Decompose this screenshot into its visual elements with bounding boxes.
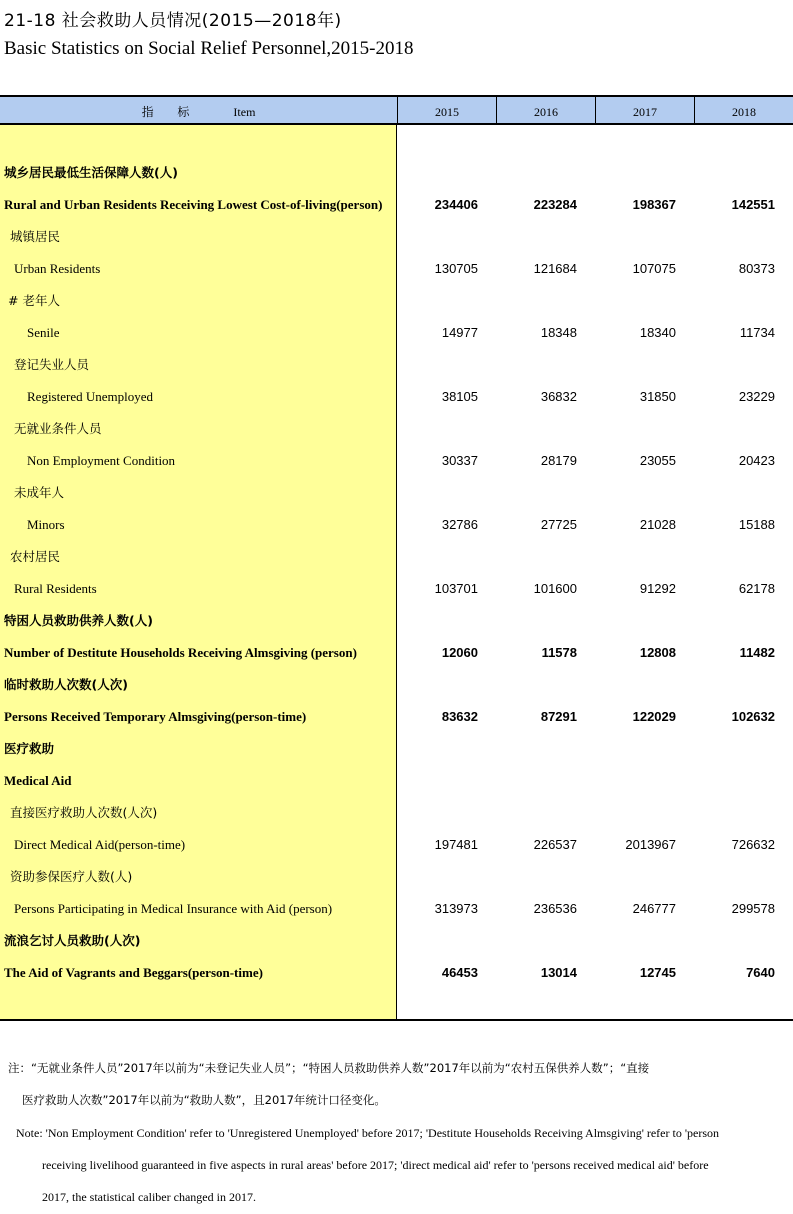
row-label: Rural and Urban Residents Receiving Lowest Cost-of-living(person) — [4, 197, 383, 212]
value-2016: 226537 — [533, 837, 577, 852]
header-item-en: Item — [233, 105, 256, 119]
value-2017: 21028 — [639, 517, 676, 532]
note-line-cn-1: 注：“无就业条件人员”2017年以前为“未登记失业人员”；“特困人员救助供养人数”2017年以前为“农村五保供养人数”；“直接 — [8, 1061, 650, 1075]
row-label: Minors — [27, 517, 65, 532]
table-row — [0, 477, 793, 509]
header-year-2017: 2017 — [595, 97, 694, 123]
value-2017: 31850 — [639, 389, 676, 404]
table-row — [0, 285, 793, 317]
row-label: 城乡居民最低生活保障人数(人) — [4, 165, 178, 180]
row-label: 资助参保医疗人数(人) — [10, 869, 133, 884]
value-2015: 32786 — [441, 517, 478, 532]
row-label: 登记失业人员 — [14, 357, 90, 372]
table-row — [0, 509, 793, 541]
row-label: Number of Destitute Households Receiving Almsgiving (person) — [4, 645, 357, 660]
value-2015: 197481 — [434, 837, 478, 852]
value-2017: 2013967 — [625, 837, 676, 852]
value-2015: 38105 — [441, 389, 478, 404]
row-label: Rural Residents — [14, 581, 97, 596]
table-row — [0, 381, 793, 413]
table-row — [0, 189, 793, 221]
note-line-en-3: 2017, the statistical caliber changed in 2017. — [42, 1190, 256, 1204]
value-2018: 62178 — [738, 581, 775, 596]
row-label: 医疗救助 — [4, 741, 55, 756]
table-row — [0, 893, 793, 925]
value-2016: 101600 — [533, 581, 577, 596]
row-label: Senile — [27, 325, 60, 340]
value-2016: 121684 — [533, 261, 577, 276]
table-row — [0, 797, 793, 829]
value-2018: 726632 — [731, 837, 775, 852]
value-2016: 13014 — [540, 965, 577, 980]
value-2017: 198367 — [632, 197, 676, 212]
value-2018: 80373 — [738, 261, 775, 276]
row-label: 特困人员救助供养人数(人) — [4, 613, 153, 628]
table-row — [0, 157, 793, 189]
value-2015: 103701 — [434, 581, 478, 596]
value-2018: 102632 — [731, 709, 775, 724]
value-2018: 299578 — [731, 901, 775, 916]
value-2015: 234406 — [434, 197, 478, 212]
table-row — [0, 349, 793, 381]
value-2016: 27725 — [540, 517, 577, 532]
note-line-en-1: Note: 'Non Employment Condition' refer to 'Unregistered Unemployed' before 2017; 'Destitute Households Receiving Almsgiving' refer to 'person — [16, 1126, 719, 1140]
value-2017: 12745 — [639, 965, 676, 980]
row-label: 流浪乞讨人员救助(人次) — [4, 933, 141, 948]
value-2016: 36832 — [540, 389, 577, 404]
table-row — [0, 925, 793, 957]
value-2015: 46453 — [441, 965, 478, 980]
table-row — [0, 765, 793, 797]
row-label: 农村居民 — [10, 549, 61, 564]
table-row — [0, 413, 793, 445]
value-2018: 15188 — [738, 517, 775, 532]
note-line-cn-2: 医疗救助人次数”2017年以前为“救助人数”，且2017年统计口径变化。 — [22, 1093, 386, 1107]
header-year-2015: 2015 — [397, 97, 496, 123]
row-label: Medical Aid — [4, 773, 72, 788]
value-2018: 11734 — [739, 325, 775, 340]
table-row — [0, 701, 793, 733]
value-2018: 7640 — [746, 965, 775, 980]
value-2015: 12060 — [441, 645, 478, 660]
value-2017: 107075 — [632, 261, 676, 276]
table-row — [0, 829, 793, 861]
table-row — [0, 733, 793, 765]
table-row — [0, 957, 793, 989]
table-row — [0, 669, 793, 701]
value-2015: 30337 — [441, 453, 478, 468]
header-indicator-cn: 指 标 — [141, 105, 200, 119]
table-row — [0, 221, 793, 253]
statistics-table — [0, 95, 793, 1021]
row-label: 未成年人 — [14, 485, 65, 500]
value-2016: 236536 — [533, 901, 577, 916]
value-2017: 23055 — [639, 453, 676, 468]
value-2017: 18340 — [639, 325, 676, 340]
row-label: Persons Participating in Medical Insurance with Aid (person) — [14, 901, 333, 916]
note-line-en-2: receiving livelihood guaranteed in five aspects in rural areas' before 2017; 'direct medical aid' refer to 'persons received medical aid' before — [42, 1158, 709, 1172]
value-2018: 20423 — [738, 453, 775, 468]
row-label: 临时救助人次数(人次) — [4, 677, 128, 692]
row-label: # 老年人 — [8, 293, 60, 308]
header-year-2016: 2016 — [496, 97, 595, 123]
header-item-cell — [0, 97, 397, 123]
value-2018: 142551 — [731, 197, 775, 212]
value-2017: 246777 — [632, 901, 676, 916]
page-title-cn: 21-18 社会救助人员情况(2015—2018年) — [4, 11, 342, 31]
table-bottom-rule — [0, 1019, 793, 1021]
row-label: 无就业条件人员 — [14, 421, 102, 436]
value-2017: 91292 — [639, 581, 676, 596]
table-row — [0, 317, 793, 349]
row-label: 城镇居民 — [10, 229, 61, 244]
row-label: The Aid of Vagrants and Beggars(person-time) — [4, 965, 263, 980]
table-row — [0, 541, 793, 573]
row-label: Persons Received Temporary Almsgiving(person-time) — [4, 709, 307, 724]
table-row — [0, 253, 793, 285]
value-2016: 28179 — [540, 453, 577, 468]
value-2015: 130705 — [434, 261, 478, 276]
table-header — [0, 95, 793, 125]
value-2015: 14977 — [441, 325, 478, 340]
row-label: Urban Residents — [14, 261, 101, 276]
value-2016: 223284 — [533, 197, 577, 212]
row-label: 直接医疗救助人次数(人次) — [10, 805, 158, 820]
row-label: Direct Medical Aid(person-time) — [14, 837, 186, 852]
table-row — [0, 861, 793, 893]
value-2017: 122029 — [632, 709, 676, 724]
value-2018: 23229 — [738, 389, 775, 404]
table-row — [0, 573, 793, 605]
value-2015: 83632 — [441, 709, 478, 724]
value-2015: 313973 — [434, 901, 478, 916]
value-2018: 11482 — [739, 645, 775, 660]
table-row — [0, 637, 793, 669]
table-row — [0, 445, 793, 477]
header-year-2018: 2018 — [694, 97, 793, 123]
page-title-en: Basic Statistics on Social Relief Personnel,2015-2018 — [4, 38, 414, 59]
value-2016: 87291 — [540, 709, 577, 724]
table-row — [0, 605, 793, 637]
value-2017: 12808 — [639, 645, 676, 660]
value-2016: 11578 — [541, 645, 577, 660]
row-label: Registered Unemployed — [27, 389, 153, 404]
value-2016: 18348 — [540, 325, 577, 340]
row-label: Non Employment Condition — [27, 453, 176, 468]
